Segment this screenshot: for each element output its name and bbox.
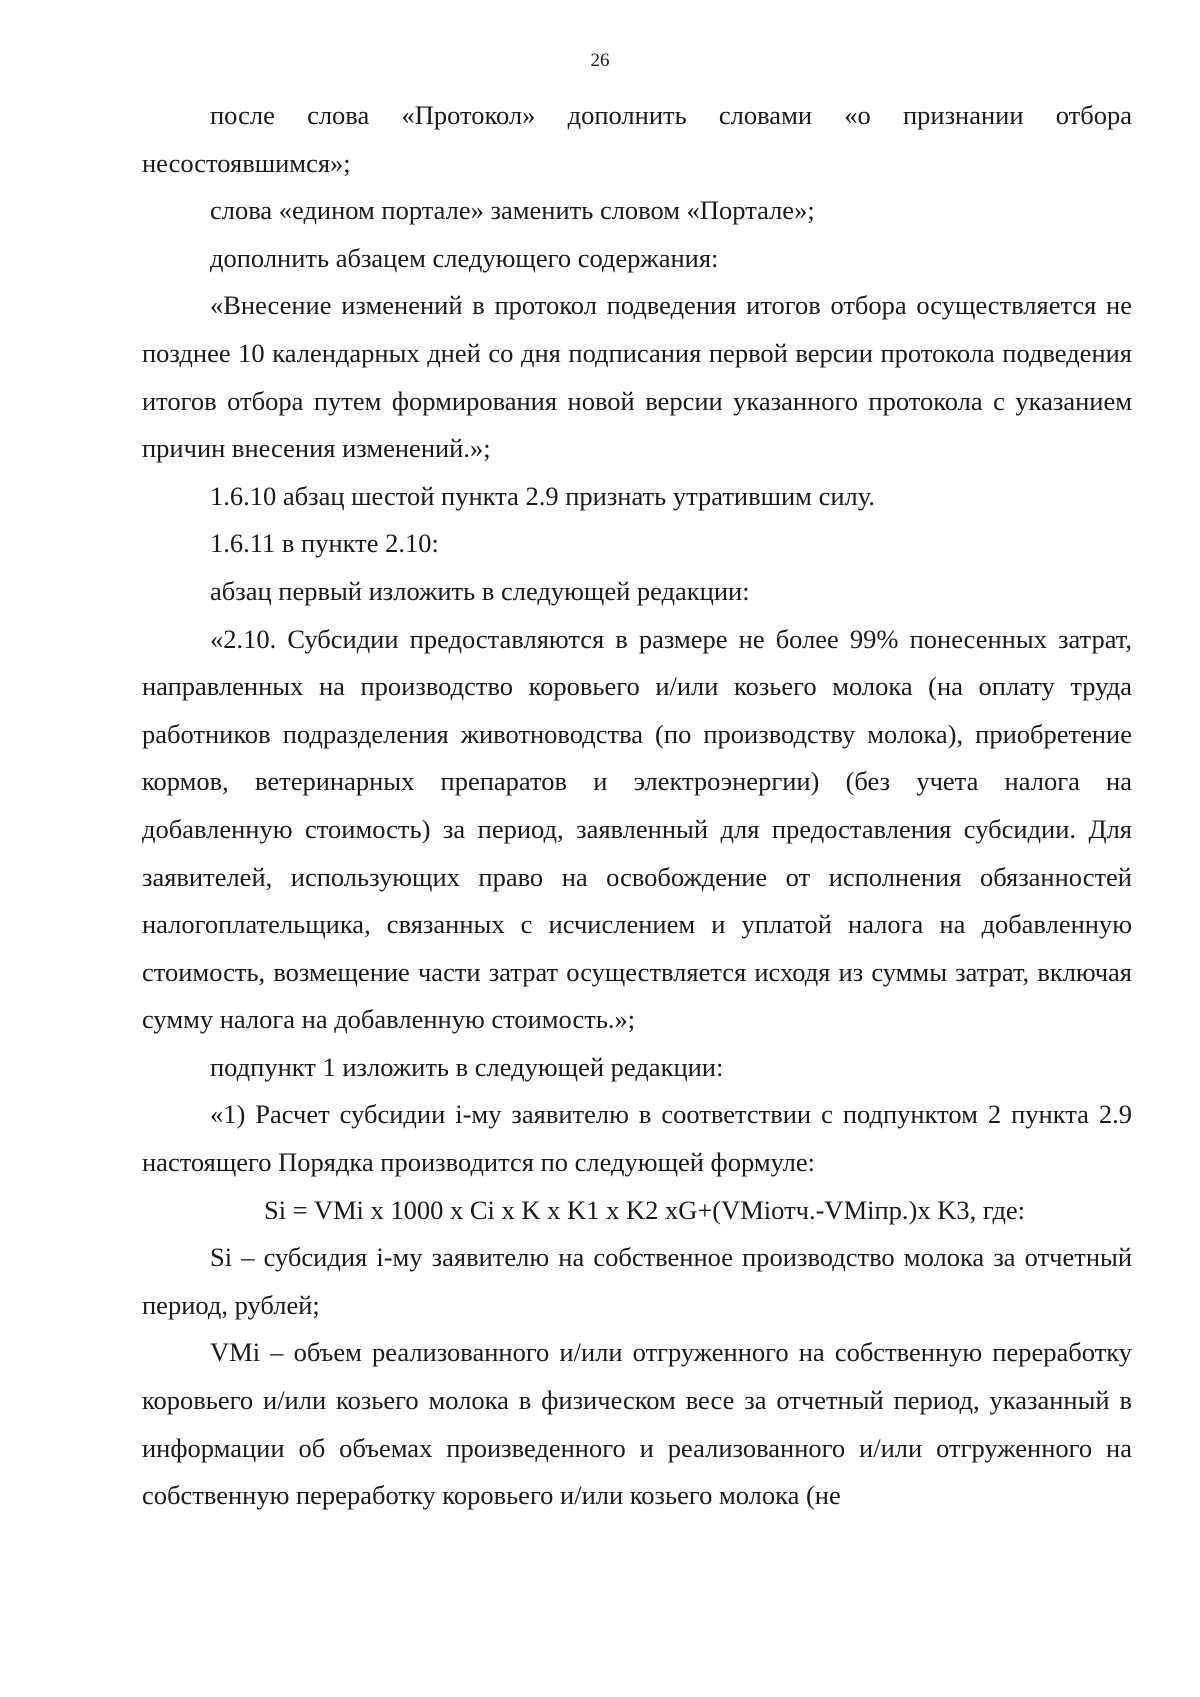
paragraph-1-6-10: 1.6.10 абзац шестой пункта 2.9 признать утратившим силу. [210,480,875,511]
paragraph-first-clause: абзац первый изложить в следующей редакции: [210,575,750,606]
paragraph-1-6-11: 1.6.11 в пункте 2.10: [210,528,439,559]
paragraph-calculation: «1) Расчет субсидии i-му заявителю в соответствии с подпунктом 2 пункта 2.9 настоящего Порядка производится по следующей формуле: [142,1099,1132,1178]
paragraph-si-definition: Si – субсидия i-му заявителю на собственное производство молока за отчетный период, рублей; [142,1242,1132,1320]
paragraph-vmi-definition: VMi – объем реализованного и/или отгруженного на собственную переработку коровьего и/или козьего молока в физическом весе за отчетный период, указанный в информации об объемах произведенного и реализованного и/или отгруженного на собственную переработку коровьего и/или козьего молока (не [142,1337,1132,1511]
paragraph-add-clause: дополнить абзацем следующего содержания: [210,242,719,273]
paragraph-portal-replacement: слова «едином портале» заменить словом «Портале»; [210,195,815,226]
paragraph-protocol-amendment: после слова «Протокол» дополнить словами «о признании отбора несостоявшимся»; [142,100,1132,178]
paragraph-subitem-1: подпункт 1 изложить в следующей редакции: [210,1051,724,1082]
formula: Si = VMi x 1000 x Ci x K x K1 x K2 xG+(VMiотч.-VMiпр.)x K3, где: [264,1194,1026,1225]
paragraph-2-10-subsidies: «2.10. Субсидии предоставляются в размере не более 99% понесенных затрат, направленных на производство коровьего и/или козьего молока (на оплату труда работников подразделения животноводства (по производству молока), приобретение кормов, ветеринарных препаратов и электроэнергии) (без учета налога на добавленную стоимость) за период, заявленный для предоставления субсидии. Для заявителей, использующих право на освобождение от исполнения обязанностей налогоплательщика, связанных с исчислением и уплатой налога на добавленную стоимость, возмещение части затрат осуществляется исходя из суммы затрат, включая сумму налога на добавленную стоимость.»; [142,623,1132,1035]
document-body [142,92,1132,1520]
paragraph-protocol-changes: «Внесение изменений в протокол подведения итогов отбора осуществляется не позднее 10 календарных дней со дня подписания первой версии протокола подведения итогов отбора путем формирования новой версии указанного протокола с указанием причин внесения изменений.»; [142,290,1132,464]
page-number: 26 [590,50,610,71]
